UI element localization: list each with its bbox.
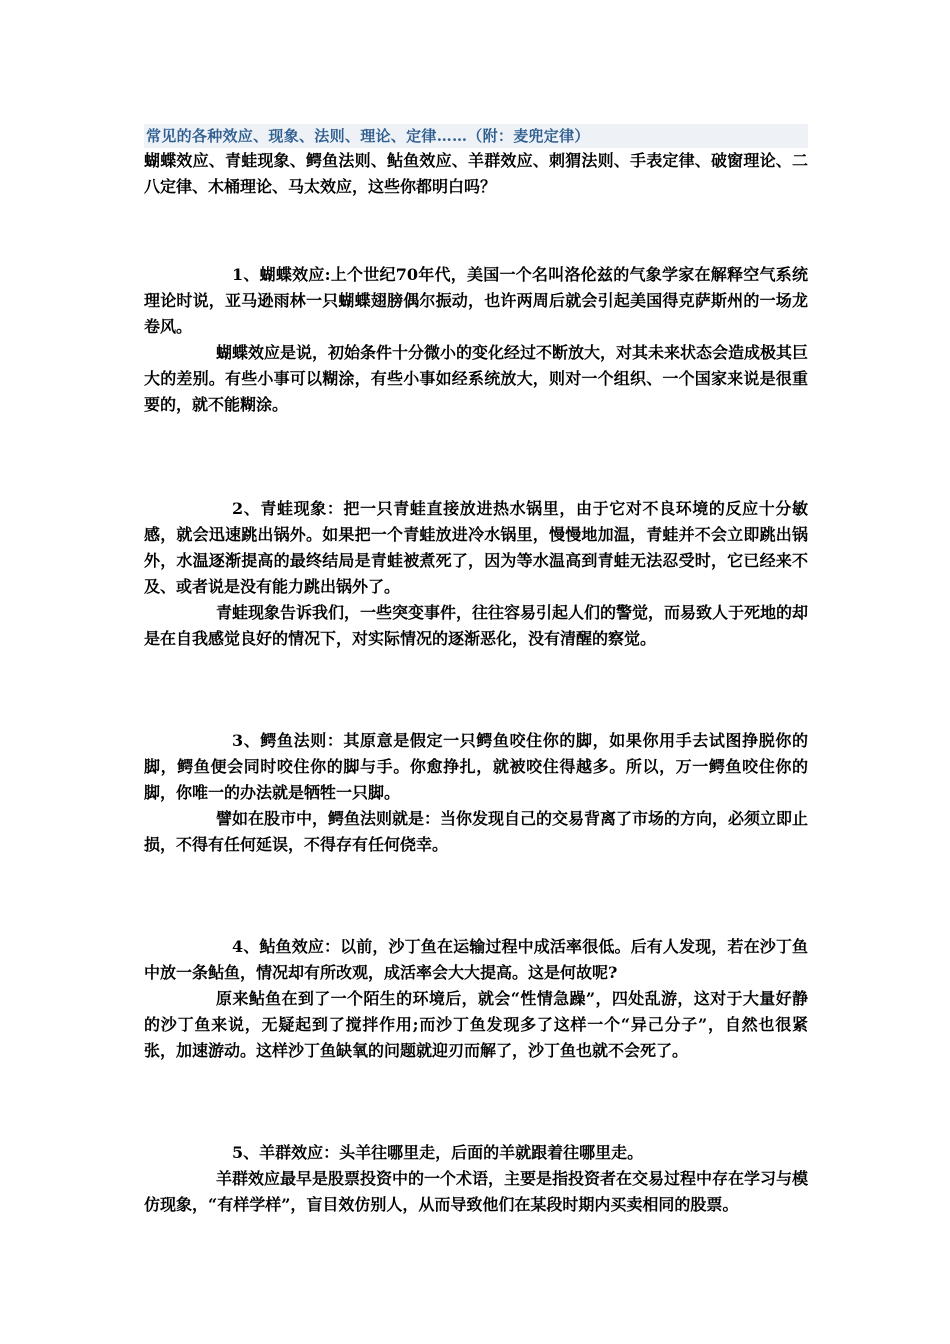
document-content [144, 124, 808, 1218]
document-title: 常见的各种效应、现象、法则、理论、定律……（附：麦兜定律） [144, 124, 808, 148]
section-catfish-effect [144, 934, 808, 1064]
section-lead-paragraph: 1、蝴蝶效应:上个世纪70年代，美国一个名叫洛伦兹的气象学家在解释空气系统理论时说，亚马逊雨林一只蝴蝶翅膀偶尔振动，也许两周后就会引起美国得克萨斯州的一场龙卷风。 [144, 265, 808, 336]
section-body-paragraph: 羊群效应最早是股票投资中的一个术语，主要是指投资者在交易过程中存在学习与模仿现象，“有样学样”，盲目效仿别人，从而导致他们在某段时期内买卖相同的股票。 [144, 1169, 809, 1214]
section-butterfly-effect [144, 262, 808, 418]
section-body-paragraph: 青蛙现象告诉我们，一些突变事件，往往容易引起人们的警觉，而易致人于死地的却是在自我感觉良好的情况下，对实际情况的逐渐恶化，没有清醒的察觉。 [144, 603, 809, 648]
section-lead-paragraph: 4、鲇鱼效应：以前，沙丁鱼在运输过程中成活率很低。后有人发现，若在沙丁鱼中放一条鲇鱼，情况却有所改观，成活率会大大提高。这是何故呢? [144, 937, 808, 982]
section-lead-paragraph: 3、鳄鱼法则：其原意是假定一只鳄鱼咬住你的脚，如果你用手去试图挣脱你的脚，鳄鱼便会同时咬住你的脚与手。你愈挣扎，就被咬住得越多。所以，万一鳄鱼咬住你的脚，你唯一的办法就是牺牲一只脚。 [144, 731, 808, 802]
section-body-paragraph: 譬如在股市中，鳄鱼法则就是：当你发现自己的交易背离了市场的方向，必须立即止损，不得有任何延误，不得存有任何侥幸。 [144, 809, 809, 854]
section-frog-phenomenon [144, 496, 808, 652]
section-body-paragraph: 原来鲇鱼在到了一个陌生的环境后，就会“性情急躁”，四处乱游，这对于大量好静的沙丁鱼来说，无疑起到了搅拌作用;而沙丁鱼发现多了这样一个“异己分子”，自然也很紧张，加速游动。这样沙丁鱼缺氧的问题就迎刃而解了，沙丁鱼也就不会死了。 [144, 989, 808, 1060]
section-crocodile-rule [144, 728, 808, 858]
section-body-paragraph: 蝴蝶效应是说，初始条件十分微小的变化经过不断放大，对其未来状态会造成极其巨大的差别。有些小事可以糊涂，有些小事如经系统放大，则对一个组织、一个国家来说是很重要的，就不能糊涂。 [144, 343, 809, 414]
section-lead-paragraph: 2、青蛙现象：把一只青蛙直接放进热水锅里，由于它对不良环境的反应十分敏感，就会迅速跳出锅外。如果把一个青蛙放进冷水锅里，慢慢地加温，青蛙并不会立即跳出锅外，水温逐渐提高的最终结局是青蛙被煮死了，因为等水温高到青蛙无法忍受时，它已经来不及、或者说是没有能力跳出锅外了。 [144, 499, 808, 596]
section-herd-effect [144, 1140, 808, 1218]
section-lead-paragraph: 5、羊群效应：头羊往哪里走，后面的羊就跟着往哪里走。 [232, 1143, 644, 1162]
intro-paragraph: 蝴蝶效应、青蛙现象、鳄鱼法则、鲇鱼效应、羊群效应、刺猬法则、手表定律、破窗理论、二八定律、木桶理论、马太效应，这些你都明白吗？ [144, 151, 808, 196]
